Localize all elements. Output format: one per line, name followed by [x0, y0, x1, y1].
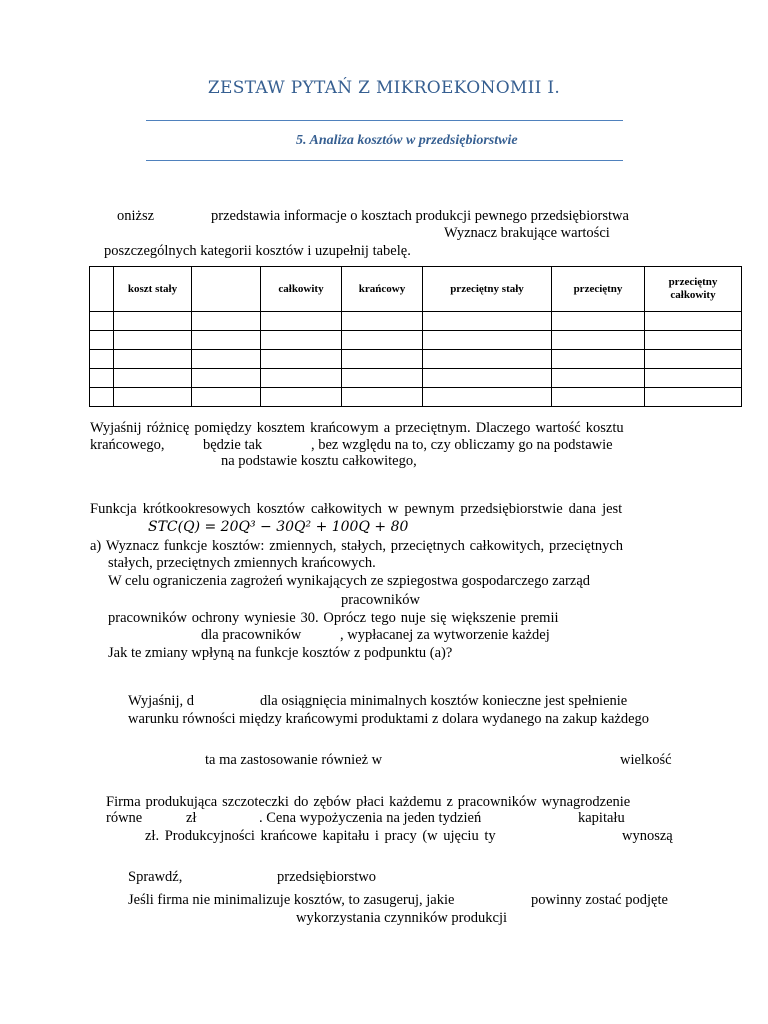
- stc-formula: STC(Q) = 20Q³ − 30Q² + 100Q + 80: [148, 519, 409, 535]
- table-cell: [423, 350, 552, 369]
- q3-b-line4-part2: , wypłacanej za wytworzenie każdej: [340, 627, 550, 643]
- header-top-rule: [146, 120, 623, 121]
- q3-line1: Funkcja krótkookresowych kosztów całkowitych w pewnym przedsiębiorstwie dana jest: [90, 501, 623, 517]
- q4-line1-part1: Wyjaśnij, d: [128, 693, 194, 709]
- q3-b-line4-part1: dla pracowników: [201, 627, 302, 643]
- table-cell: [342, 331, 423, 350]
- table-cell: [552, 350, 645, 369]
- table-header-cell: [90, 267, 114, 312]
- table-cell: [261, 350, 342, 369]
- q5-line1: Firma produkująca szczoteczki do zębów płaci każdemu z pracowników wynagrodzenie: [106, 794, 631, 810]
- q2-line1: [90, 420, 676, 437]
- q3-b-line1: W celu ograniczenia zagrożeń wynikających ze szpiegostwa gospodarczego zarząd: [108, 573, 591, 589]
- table-cell: [192, 331, 261, 350]
- q3-b-line3: pracowników ochrony wyniesie 30. Oprócz tego nuje się większenie premii: [108, 610, 559, 626]
- table-row: [90, 331, 742, 350]
- table-cell: [423, 388, 552, 407]
- table-cell: [192, 369, 261, 388]
- q1-line2: Wyznacz brakujące wartości: [444, 225, 610, 241]
- q4-line1-part2: dla osiągnięcia minimalnych kosztów konieczne jest spełnienie: [260, 693, 628, 709]
- table-cell: [192, 388, 261, 407]
- q5-line2-part4: kapitału: [578, 810, 625, 826]
- q3-b-line5: Jak te zmiany wpłyną na funkcje kosztów z podpunktu (a)?: [108, 645, 453, 661]
- table-cell: [342, 350, 423, 369]
- table-cell: [645, 369, 742, 388]
- q3-a-line2: stałych, przeciętnych zmiennych krańcowych.: [108, 555, 376, 571]
- q2-line2-part2: będzie tak: [203, 437, 263, 453]
- table-cell: [645, 312, 742, 331]
- document-title: ZESTAW PYTAŃ Z MIKROEKONOMII I.: [207, 78, 561, 98]
- table-cell: [90, 369, 114, 388]
- table-cell: [192, 350, 261, 369]
- table-header-cell: przeciętny: [552, 267, 645, 312]
- q5-line5-part1: Jeśli firma nie minimalizuje kosztów, to zasugeruj, jakie: [128, 892, 455, 908]
- table-cell: [552, 312, 645, 331]
- table-row: [90, 350, 742, 369]
- table-cell: [114, 312, 192, 331]
- q4-line2: warunku równości między krańcowymi produktami z dolara wydanego na zakup każdego: [128, 711, 650, 727]
- q4-line3-part1: ta ma zastosowanie również w: [205, 752, 383, 768]
- table-cell: [90, 312, 114, 331]
- table-cell: [114, 350, 192, 369]
- q5-line2-part1: równe: [106, 810, 143, 826]
- table-row: [90, 388, 742, 407]
- q5-line6: wykorzystania czynników produkcji: [296, 910, 508, 926]
- table-cell: [552, 388, 645, 407]
- q1-line1-start: oniższ: [117, 208, 155, 224]
- q4-line3-part2: wielkość: [620, 752, 672, 768]
- table-header-cell: przeciętny całkowity: [645, 267, 742, 312]
- table-cell: [114, 388, 192, 407]
- q2-line2-part1: krańcowego,: [90, 437, 165, 453]
- table-cell: [645, 331, 742, 350]
- table-cell: [342, 388, 423, 407]
- q2-line2-part3: , bez względu na to, czy obliczamy go na podstawie: [311, 437, 613, 453]
- table-cell: [552, 331, 645, 350]
- table-cell: [342, 369, 423, 388]
- table-row: [90, 312, 742, 331]
- table-cell: [423, 369, 552, 388]
- table-header-row: [90, 267, 742, 312]
- table-cell: [114, 331, 192, 350]
- table-header-cell: [192, 267, 261, 312]
- table-cell: [90, 388, 114, 407]
- table-cell: [645, 388, 742, 407]
- q1-line1-end: przedstawia informacje o kosztach produkcji pewnego przedsiębiorstwa: [211, 208, 629, 224]
- q3-a-line1: a) Wyznacz funkcje kosztów: zmiennych, stałych, przeciętnych całkowitych, przeciętnych: [90, 538, 624, 554]
- table-cell: [423, 331, 552, 350]
- q5-line3-part1: zł. Produkcyjności krańcowe kapitału i pracy (w ujęciu ty: [145, 828, 496, 844]
- q1-line3: poszczególnych kategorii kosztów i uzupełnij tabelę.: [104, 243, 411, 259]
- q5-line3-part2: wynoszą: [622, 828, 673, 844]
- table-cell: [90, 331, 114, 350]
- table-cell: [552, 369, 645, 388]
- table-cell: [261, 388, 342, 407]
- q3-b-line2: pracowników: [341, 592, 420, 608]
- table-header-cell: koszt stały: [114, 267, 192, 312]
- table-cell: [645, 350, 742, 369]
- table-header-cell: całkowity: [261, 267, 342, 312]
- q5-line2-part3: . Cena wypożyczenia na jeden tydzień: [259, 810, 482, 826]
- section-subtitle: 5. Analiza kosztów w przedsiębiorstwie: [296, 133, 518, 148]
- q5-line4-part1: Sprawdź,: [128, 869, 183, 885]
- table-cell: [342, 312, 423, 331]
- table-header-cell: krańcowy: [342, 267, 423, 312]
- table-cell: [261, 331, 342, 350]
- q2-line1-text: Wyjaśnij różnicę pomiędzy kosztem krańcowym a przeciętnym. Dlaczego wartość kosztu: [90, 420, 624, 436]
- table-cell: [423, 312, 552, 331]
- q5-line2-part2: zł: [186, 810, 197, 826]
- q2-line3: na podstawie kosztu całkowitego,: [221, 453, 417, 469]
- cost-table: [89, 266, 742, 407]
- q5-line5-part2: powinny zostać podjęte: [531, 892, 668, 908]
- table-header-cell: przeciętny stały: [423, 267, 552, 312]
- table-row: [90, 369, 742, 388]
- table-cell: [114, 369, 192, 388]
- header-bottom-rule: [146, 160, 623, 161]
- q5-line4-part2: przedsiębiorstwo: [277, 869, 377, 885]
- table-cell: [90, 350, 114, 369]
- table-cell: [261, 312, 342, 331]
- table-cell: [192, 312, 261, 331]
- table-cell: [261, 369, 342, 388]
